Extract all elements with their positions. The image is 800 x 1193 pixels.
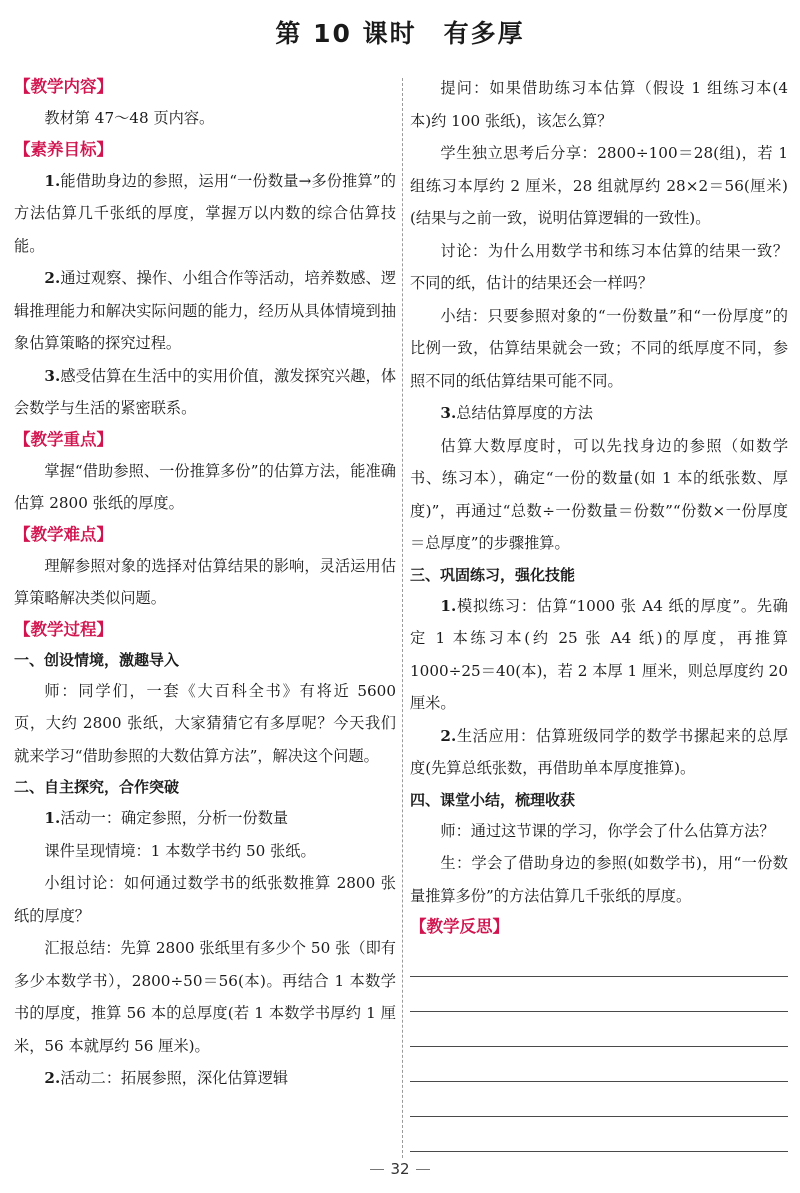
page-title: 第 10 课时 有多厚	[275, 19, 525, 48]
reflection-line	[410, 942, 788, 977]
exercise-1: 1.模拟练习：估算“1000 张 A4 纸的厚度”。先确定 1 本练习本(约 25 张 A4 纸)的厚度，再推算 1000÷25＝40(本)，若 2 本厚 1 厘米，则总厚度约 20 厘米。	[410, 596, 788, 712]
content-text: 教材第 47～48 页内容。	[44, 109, 215, 127]
section-heading-process: 【教学过程】	[14, 619, 113, 639]
activity-2-summary: 小结：只要参照对象的“一份数量”和“一份厚度”的比例一致，估算结果就会一致；不同的纸厚度不同，参照不同的纸估算结果可能不同。	[410, 306, 788, 390]
goal-2: 2.通过观察、操作、小组合作等活动，培养数感、逻辑推理能力和解决实际问题的能力，经历从具体情境到抽象估算策略的探究过程。	[14, 269, 396, 352]
right-column	[410, 72, 788, 1152]
reflection-line	[410, 1012, 788, 1047]
activity-2-title: 2.活动二：拓展参照，深化估算逻辑	[44, 1069, 289, 1087]
section-heading-key: 【教学重点】	[14, 429, 113, 449]
dash-right	[416, 1169, 430, 1170]
section-heading-difficulty: 【教学难点】	[14, 524, 113, 544]
part-1-title: 一、创设情境，激趣导入	[14, 650, 180, 669]
part-2-title: 二、自主探究，合作突破	[14, 778, 180, 796]
method-title: 3.总结估算厚度的方法	[440, 404, 593, 422]
part-1-text: 师：同学们，一套《大百科全书》有将近 5600 页，大约 2800 张纸，大家猜猜它有多厚呢？今天我们就来学习“借助参照的大数估算方法”，解决这个问题。	[14, 681, 396, 765]
page-number	[0, 1160, 800, 1178]
summary-student: 生：学会了借助身边的参照(如数学书)，用“一份数量推算多份”的方法估算几千张纸的厚度。	[410, 854, 788, 905]
part-3-title: 三、巩固练习，强化技能	[410, 565, 576, 584]
reflection-line	[410, 1047, 788, 1082]
activity-2-discussion: 讨论：为什么用数学书和练习本估算的结果一致？不同的纸，估计的结果还会一样吗？	[410, 241, 788, 292]
column-divider	[402, 78, 403, 1158]
section-heading-goals: 【素养目标】	[14, 139, 113, 159]
section-heading-reflection: 【教学反思】	[410, 917, 509, 936]
activity-1-discussion: 小组讨论：如何通过数学书的纸张数推算 2800 张纸的厚度？	[14, 874, 396, 925]
page-number-text: 32	[390, 1160, 410, 1178]
left-column	[14, 72, 396, 1095]
part-4-title: 四、课堂小结，梳理收获	[410, 790, 576, 809]
method-text: 估算大数厚度时，可以先找身边的参照（如数学书、练习本），确定“一份的数量(如 1 本的纸张数、厚度)”，再通过“总数÷一份数量＝份数”“份数×一份厚度＝总厚度”的步骤推算。	[410, 436, 788, 552]
difficulty-text: 理解参照对象的选择对估算结果的影响，灵活运用估算策略解决类似问题。	[14, 556, 396, 607]
activity-2-share: 学生独立思考后分享：2800÷100＝28(组)，若 1 组练习本厚约 2 厘米，28 组就厚约 28×2＝56(厘米)(结果与之前一致，说明估算逻辑的一致性)。	[410, 144, 788, 227]
reflection-line	[410, 977, 788, 1012]
summary-teacher: 师：通过这节课的学习，你学会了什么估算方法？	[440, 821, 775, 840]
activity-1-situation: 课件呈现情境：1 本数学书约 50 张纸。	[44, 841, 316, 860]
activity-2-question: 提问：如果借助练习本估算（假设 1 组练习本(4 本)约 100 张纸)，该怎么算？	[410, 79, 788, 130]
goal-3: 3.感受估算在生活中的实用价值，激发探究兴趣，体会数学与生活的紧密联系。	[14, 366, 396, 417]
reflection-lines	[410, 942, 788, 1152]
dash-left	[370, 1169, 384, 1170]
section-heading-content: 【教学内容】	[14, 77, 113, 96]
reflection-line	[410, 1082, 788, 1117]
exercise-2: 2.生活应用：估算班级同学的数学书摞起来的总厚度(先算总纸张数，再借助单本厚度推算)。	[410, 726, 788, 777]
key-text: 掌握“借助参照、一份推算多份”的估算方法，能准确估算 2800 张纸的厚度。	[14, 461, 396, 512]
reflection-line	[410, 1117, 788, 1152]
activity-1-title: 1.活动一：确定参照，分析一份数量	[44, 809, 289, 827]
goal-1: 1.能借助身边的参照，运用“一份数量→多份推算”的方法估算几千张纸的厚度，掌握万以内数的综合估算技能。	[14, 171, 396, 255]
activity-1-summary: 汇报总结：先算 2800 张纸里有多少个 50 张（即有多少本数学书），2800÷50＝56(本)。再结合 1 本数学书的厚度，推算 56 本的总厚度(若 1 本数学书厚约 1 厘米，56 本就厚约 56 厘米)。	[14, 939, 396, 1055]
